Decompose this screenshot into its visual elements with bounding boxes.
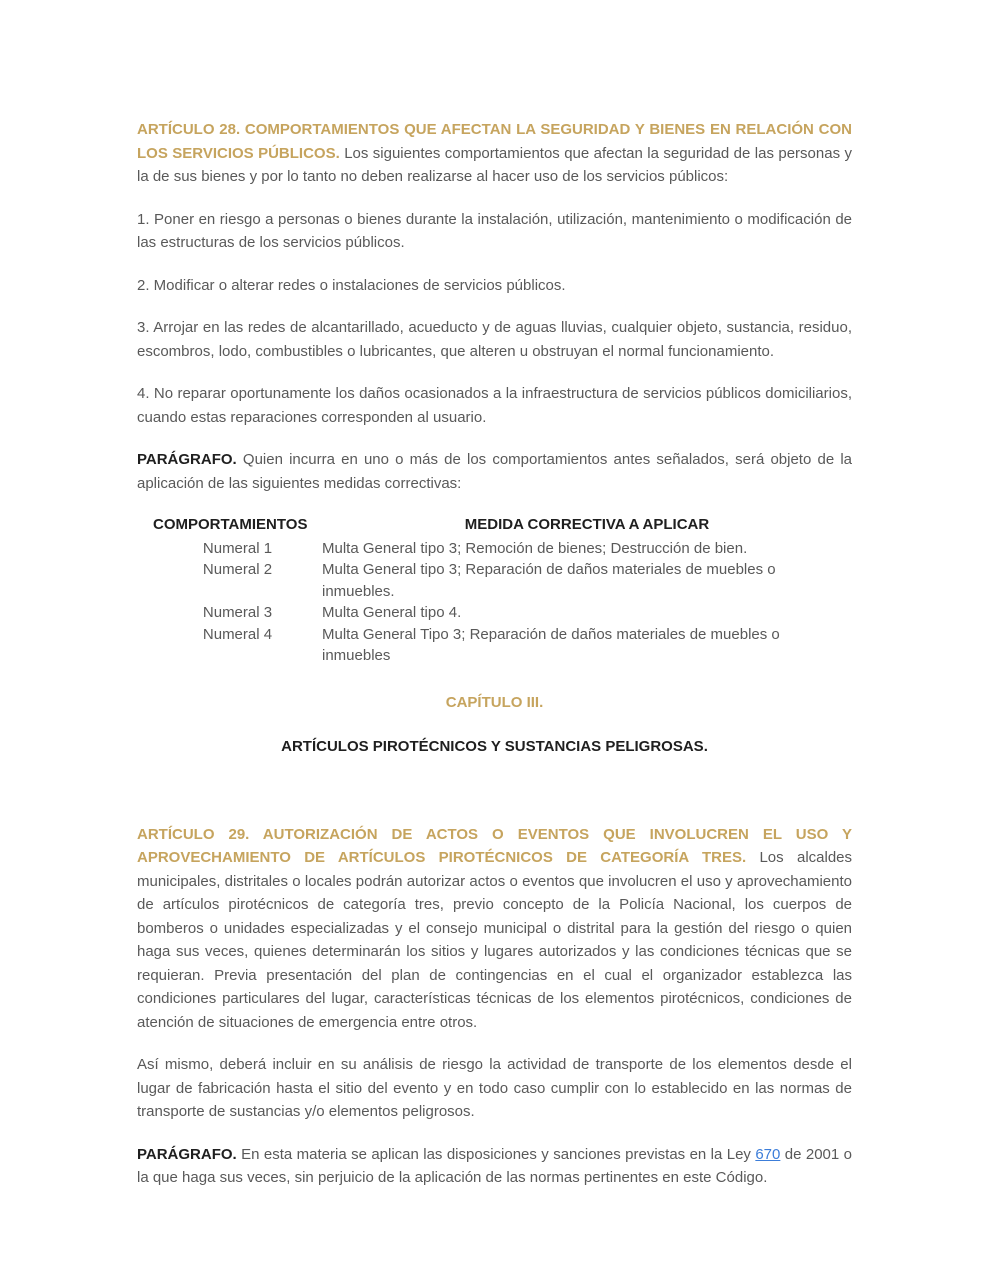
table-row <box>153 602 852 624</box>
article-29-heading: ARTÍCULO 29. AUTORIZACIÓN DE ACTOS O EVENTOS QUE INVOLUCREN EL USO Y APROVECHAMIENTO DE ARTÍCULOS PIROTÉCNICOS DE CATEGORÍA TRES. <box>137 825 852 866</box>
paragrafo-label: PARÁGRAFO. <box>137 1145 237 1163</box>
article-28-paragraph <box>137 118 852 189</box>
table-cell-medida: Multa General tipo 4. <box>322 604 462 621</box>
article-28-heading: ARTÍCULO 28. COMPORTAMIENTOS QUE AFECTAN LA SEGURIDAD Y BIENES EN RELACIÓN CON LOS SERVICIOS PÚBLICOS. <box>137 121 852 162</box>
article-28-item-2: 2. Modificar o alterar redes o instalaciones de servicios públicos. <box>137 276 566 294</box>
table-cell-medida: Multa General tipo 3; Remoción de bienes; Destrucción de bien. <box>322 539 748 557</box>
chapter-title: CAPÍTULO III. <box>445 693 544 711</box>
table-row <box>153 538 852 560</box>
article-28-item-4: 4. No reparar oportunamente los daños ocasionados a la infraestructura de servicios públicos domiciliarios, cuando estas reparaciones corresponden al usuario. <box>137 385 852 426</box>
table-cell-medida: Multa General Tipo 3; Reparación de daños materiales de muebles o inmuebles <box>322 625 780 664</box>
article-28-intro: Los siguientes comportamientos que afectan la seguridad de las personas y la de sus bienes y por lo tanto no deben realizarse al hacer uso de los servicios públicos: <box>137 144 852 185</box>
table-cell-numeral: Numeral 1 <box>202 539 273 557</box>
table-cell-medida: Multa General tipo 3; Reparación de daños materiales de muebles o inmuebles. <box>322 561 776 600</box>
chapter-subtitle: ARTÍCULOS PIROTÉCNICOS Y SUSTANCIAS PELIGROSAS. <box>281 738 708 755</box>
table-cell-numeral: Numeral 3 <box>202 604 273 621</box>
ley-670-link[interactable]: 670 <box>755 1145 781 1163</box>
article-28-paragrafo <box>137 448 852 495</box>
article-29-paragrafo <box>137 1143 852 1190</box>
table-header-comportamientos: COMPORTAMIENTOS <box>153 516 308 533</box>
paragrafo-after-link: de 2001 o la que haga sus veces, sin perjuicio de la aplicación de las normas pertinentes en este Código. <box>137 1145 852 1186</box>
article-29-paragraph <box>137 823 852 1035</box>
table-cell-numeral: Numeral 4 <box>202 625 273 643</box>
table-row <box>153 624 852 667</box>
table-header-row <box>153 514 852 536</box>
article-28-item-3: 3. Arrojar en las redes de alcantarillado, acueducto y de aguas lluvias, cualquier objeto, sustancia, residuo, escombros, lodo, combustibles o lubricantes, que alteren u obstruyan el normal funcionamiento. <box>137 319 852 360</box>
article-28-item-1: 1. Poner en riesgo a personas o bienes durante la instalación, utilización, mantenimiento o modificación de las estructuras de los servicios públicos. <box>137 210 852 251</box>
article-29-body: Los alcaldes municipales, distritales o locales podrán autorizar actos o eventos que involucren el uso y aprovechamiento de artículos pirotécnicos de categoría tres, previo concepto de la Policía Nacional, los cuerpos de bomberos o unidades especializadas y el consejo municipal o distrital para la gestión del riesgo o quien haga sus veces, quienes determinarán los sitios y lugares autorizados y las condiciones técnicas que se requieran. Previa presentación del plan de contingencias en el cual el organizador establezca las condiciones particulares del lugar, características técnicas de los elementos pirotécnicos, condiciones de atención de situaciones de emergencia entre otros. <box>137 849 853 1031</box>
medidas-correctivas-table <box>153 514 852 667</box>
paragrafo-label: PARÁGRAFO. <box>137 451 237 468</box>
paragrafo-before-link: En esta materia se aplican las disposiciones y sanciones previstas en la Ley <box>241 1145 751 1163</box>
table-header-medida-correctiva: MEDIDA CORRECTIVA A APLICAR <box>464 516 710 533</box>
paragrafo-text: Quien incurra en uno o más de los comportamientos antes señalados, será objeto de la aplicación de las siguientes medidas correctivas: <box>137 451 852 492</box>
table-cell-numeral: Numeral 2 <box>202 561 273 578</box>
article-29-body-2: Así mismo, deberá incluir en su análisis de riesgo la actividad de transporte de los elementos desde el lugar de fabricación hasta el sitio del evento y en todo caso cumplir con lo establecido en las normas de transporte de sustancias y/o elementos peligrosos. <box>137 1056 852 1120</box>
table-row <box>153 559 852 602</box>
